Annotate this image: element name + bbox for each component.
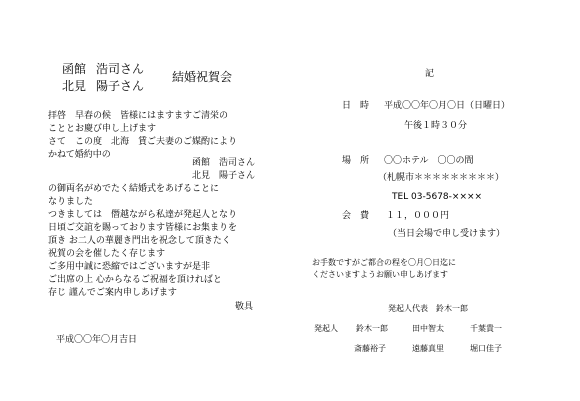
venue-tel: TEL 03-5678-×××× [392, 192, 483, 202]
organizer-name: 堀口佳子 [470, 344, 502, 353]
body-line: なりました [48, 197, 94, 207]
letter-date: 平成〇〇年〇月吉日 [56, 335, 138, 345]
groom-name: 浩司さん [96, 62, 145, 76]
organizer-name: 千葉貴一 [470, 324, 502, 333]
venue-address: （札幌市＊＊＊＊＊＊＊＊＊） [378, 173, 505, 183]
venue-label: 場 所 [342, 156, 370, 166]
venue-value: 〇〇ホテル 〇〇の間 [384, 156, 474, 166]
body-line: こととお慶び申し上げます [48, 124, 157, 134]
body-line: かねて婚約中の [48, 150, 111, 160]
time-value: 午後１時３０分 [404, 121, 468, 131]
fee-note: （当日会場で申し受けます） [388, 229, 506, 239]
couple-line: 函館 浩司さん [192, 158, 256, 168]
body-line: ご出席の上 心からなるご祝福を頂ければと [48, 275, 222, 285]
body-line: 拝啓 早春の候 皆様にはますますご清栄の [48, 111, 229, 121]
notice-line: くださいますようお願い申しあげます [312, 270, 448, 279]
body-line: 存じ 謹んでご案内申しあげます [48, 288, 177, 298]
body-line: 頂き お二人の華麗き門出を祝念して頂きたく [48, 236, 231, 246]
body-line: 祝賀の会を催したく存じます [48, 249, 166, 259]
details-heading: 記 [425, 69, 435, 79]
event-title: 結婚祝賀会 [172, 70, 233, 84]
body-line: の御両名がめでたく結婚式をあげることに [48, 184, 220, 194]
fee-value: １１，０００円 [386, 211, 450, 221]
details-section [290, 0, 580, 401]
fee-label: 会 費 [342, 211, 370, 221]
organizer-name: 鈴木一郎 [356, 324, 388, 333]
representative: 発起人代表 鈴木一郎 [388, 304, 468, 313]
organizer-name: 遠藤真里 [412, 344, 444, 353]
body-line: 日頃ご交誼を賜っております皆様にお集まりを [48, 223, 238, 233]
bride-place: 北見 [62, 79, 87, 93]
bride-name: 陽子さん [96, 79, 145, 93]
closing-phrase: 敬具 [235, 302, 254, 312]
couple-line: 北見 陽子さん [192, 171, 256, 181]
organizers-label: 発起人 [314, 324, 338, 333]
organizer-name: 田中智太 [412, 324, 444, 333]
organizer-name: 斎藤裕子 [354, 344, 386, 353]
datetime-value: 平成〇〇年〇月〇日（日曜日） [384, 101, 511, 111]
body-line: ご多用中誠に恐縮ではございますが是非 [48, 262, 211, 272]
body-line: さて この度 北海 賃ご夫妻のご媒酌により [48, 137, 238, 147]
notice-line: お手数ですがご都合の程を〇月〇日迄に [312, 258, 456, 267]
groom-place: 函館 [62, 62, 87, 76]
body-line: つきましては 僭越ながら私達が発起人となり [48, 210, 238, 220]
datetime-label: 日 時 [342, 101, 370, 111]
